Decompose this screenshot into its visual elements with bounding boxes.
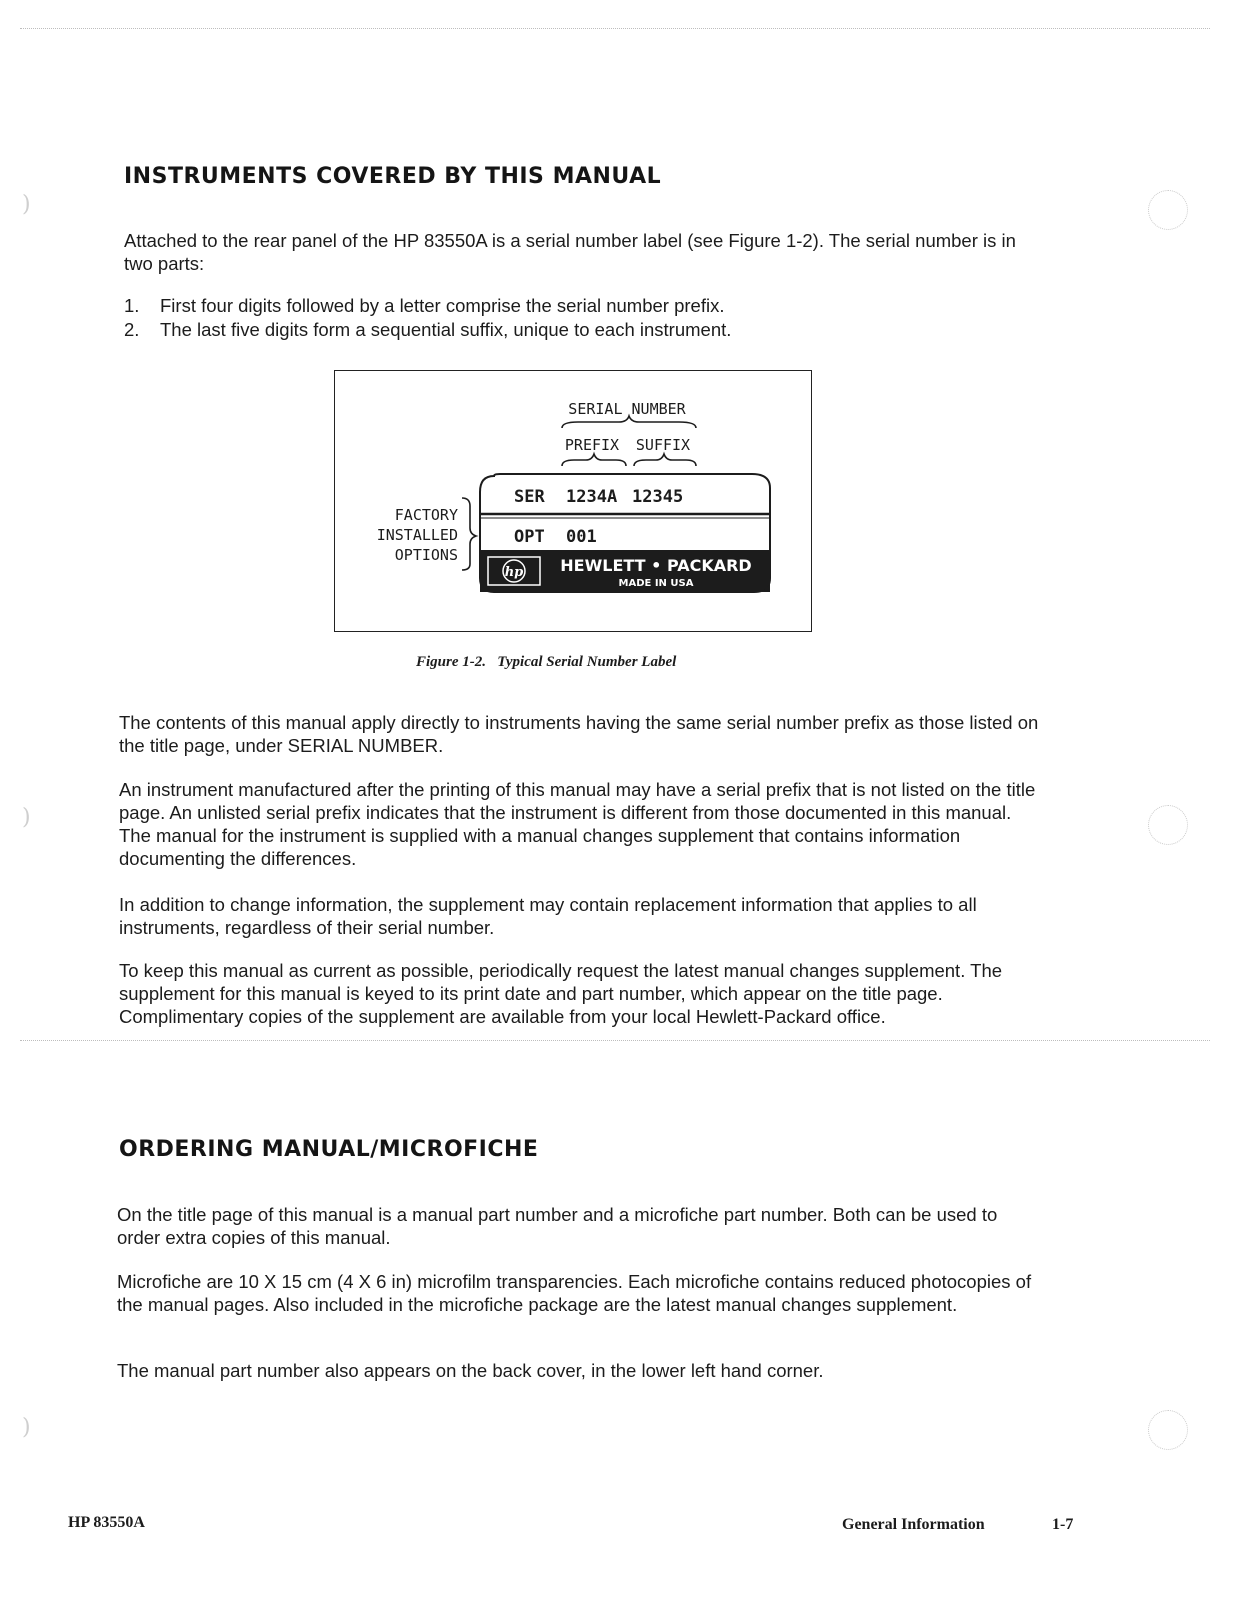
opt-value-text: 001 bbox=[566, 527, 597, 547]
margin-mark-top: ) bbox=[22, 192, 31, 217]
intro-paragraph: Attached to the rear panel of the HP 83550A is a serial number label (see Figure 1-2). The serial number is in two parts: bbox=[124, 230, 1016, 274]
footer-model: HP 83550A bbox=[68, 1514, 145, 1531]
list-item-number: 2. bbox=[124, 319, 140, 340]
factory-text: FACTORY bbox=[394, 506, 458, 524]
paragraph-part-numbers: On the title page of this manual is a manual part number and a microfiche part number. Both can be used to order extra copies of this manual. bbox=[117, 1204, 998, 1248]
prefix-brace bbox=[562, 454, 626, 466]
ser-key-text: SER bbox=[514, 487, 545, 507]
list-item-text: The last five digits form a sequential suffix, unique to each instrument. bbox=[160, 319, 732, 340]
figure-caption-number: Figure 1-2. bbox=[416, 654, 487, 670]
footer-section: General Information bbox=[842, 1516, 985, 1533]
paragraph-unlisted-prefix: An instrument manufactured after the printing of this manual may have a serial prefix that is not listed on the title page. An unlisted serial prefix indicates that the instrument is different from those documented in this manual. The manual for the instrument is supplied with a manual changes supplement that contains information documenting the differences. bbox=[119, 779, 1036, 869]
binder-hole-top bbox=[1148, 190, 1188, 230]
serial-parts-list bbox=[124, 294, 1044, 342]
suffix-brace bbox=[634, 454, 696, 466]
opt-key-text: OPT bbox=[514, 527, 545, 547]
section-heading-instruments: INSTRUMENTS COVERED BY THIS MANUAL bbox=[124, 164, 662, 189]
margin-mark-bottom: ) bbox=[22, 1415, 31, 1440]
paragraph-current: To keep this manual as current as possible, periodically request the latest manual changes supplement. The supplement for this manual is keyed to its print date and part number, which appear on the title page. Complimentary copies of the supplement are available from your local Hewlett-Packard office. bbox=[119, 960, 1003, 1027]
suffix-text: SUFFIX bbox=[635, 436, 691, 454]
ser-suffix-text: 12345 bbox=[632, 487, 684, 507]
paragraph-back-cover: The manual part number also appears on the back cover, in the lower left hand corner. bbox=[117, 1360, 824, 1381]
hp-logo-text: hp bbox=[504, 565, 524, 580]
figure-caption-title: Typical Serial Number Label bbox=[497, 654, 677, 670]
paragraph-contents: The contents of this manual apply directly to instruments having the same serial number prefix as those listed on the title page, under SERIAL NUMBER. bbox=[119, 712, 1039, 756]
serial-number-text: SERIAL NUMBER bbox=[568, 400, 686, 418]
scan-mid-rule bbox=[20, 1040, 1210, 1041]
paragraph-replacement: In addition to change information, the supplement may contain replacement information that applies to all instruments, regardless of their serial number. bbox=[119, 894, 977, 938]
figure-caption bbox=[416, 654, 676, 671]
list-item-text: First four digits followed by a letter comprise the serial number prefix. bbox=[160, 295, 725, 316]
list-item-number: 1. bbox=[124, 295, 140, 316]
installed-text: INSTALLED bbox=[376, 526, 458, 544]
options-brace bbox=[462, 498, 476, 570]
margin-mark-middle: ) bbox=[22, 805, 31, 830]
options-text: OPTIONS bbox=[394, 546, 458, 564]
list-item bbox=[124, 318, 1044, 342]
brand-text: HEWLETT • PACKARD bbox=[560, 556, 752, 575]
ser-prefix-text: 1234A bbox=[566, 487, 618, 507]
made-in-text: MADE IN USA bbox=[618, 578, 694, 589]
footer-page-number: 1-7 bbox=[1052, 1516, 1074, 1533]
prefix-text: PREFIX bbox=[564, 436, 620, 454]
scan-top-rule bbox=[20, 28, 1210, 29]
serial-label-illustration bbox=[334, 370, 812, 632]
paragraph-microfiche: Microfiche are 10 X 15 cm (4 X 6 in) microfilm transparencies. Each microfiche contains reduced photocopies of the manual pages. Also included in the microfiche package are the latest manual changes supplement. bbox=[117, 1271, 1032, 1315]
binder-hole-bottom bbox=[1148, 1410, 1188, 1450]
binder-hole-middle bbox=[1148, 805, 1188, 845]
section-heading-ordering: ORDERING MANUAL/MICROFICHE bbox=[119, 1137, 539, 1162]
list-item bbox=[124, 294, 1044, 318]
